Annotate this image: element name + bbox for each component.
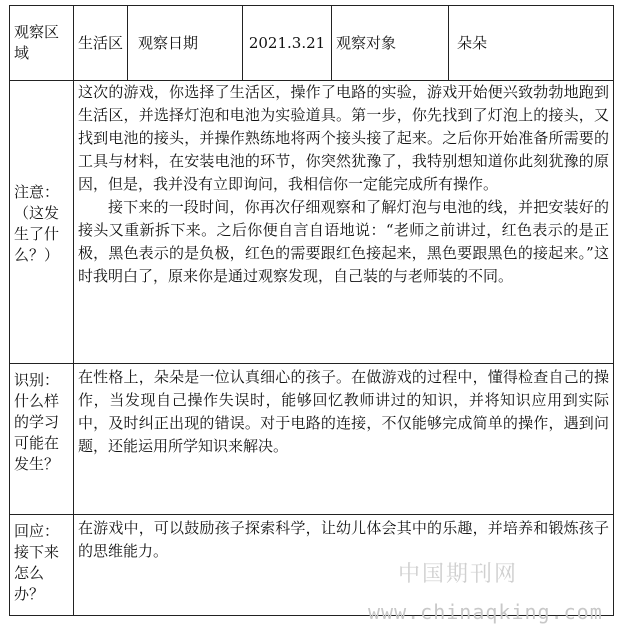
identify-label: 识别：什么样的学习可能在发生？	[10, 364, 74, 514]
identify-content: 在性格上，朵朵是一位认真细心的孩子。在做游戏的过程中，懂得检查自己的操作，当发现自己操作失误时，能够回忆教师讲过的知识，并将知识应用到实际中，及时纠正出现的错误。对于电路的连接，不仅能够完成简单的操作，遇到问题，还能运用所学知识来解决。	[78, 368, 609, 455]
respond-content: 在游戏中，可以鼓励孩子探索科学，让幼儿体会其中的乐趣，并培养和锻炼孩子的思维能力。	[78, 519, 609, 560]
area-label: 观察区域	[10, 6, 74, 80]
notice-paragraph-2: 接下来的一段时间，你再次仔细观察和了解灯泡与电池的线，并把安装好的接头又重新拆下来。之后你便自言自语地说：“老师之前讲过，红色表示的是正极，黑色表示的是负极，红色的需要跟红色接起来，黑色要跟黑色的接起来。”这时我明白了，原来你是通过观察发现，自己装的与老师装的不同。	[78, 198, 609, 285]
notice-row	[10, 81, 613, 364]
notice-paragraph-1: 这次的游戏，你选择了生活区，操作了电路的实验，游戏开始便兴致勃勃地跑到生活区，并选择灯泡和电池为实验道具。第一步，你先找到了灯泡上的接头，又找到电池的接头，并操作熟练地将两个接头接了起来。之后你开始准备所需要的工具与材料，在安装电池的环节，你突然犹豫了，我特别想知道你此刻犹豫的原因，但是，我并没有立即询问，我相信你一定能完成所有操作。	[78, 83, 609, 193]
notice-label: 注意：（这发生了什么？）	[10, 81, 74, 363]
respond-label: 回应：接下来怎么办？	[10, 515, 74, 615]
notice-content	[74, 81, 613, 363]
identify-row	[10, 364, 613, 515]
respond-row	[10, 515, 613, 615]
observation-record-table	[9, 5, 614, 616]
watermark-url: www.chinaqking.com	[368, 600, 603, 624]
date-label: 观察日期	[128, 6, 243, 80]
target-value: 朵朵	[457, 33, 488, 52]
header-row	[10, 6, 613, 81]
date-value: 2021.3.21	[243, 6, 332, 80]
watermark-site-name: 中国期刊网	[398, 562, 519, 587]
target-label: 观察对象	[332, 6, 449, 80]
area-value: 生活区	[74, 6, 128, 80]
